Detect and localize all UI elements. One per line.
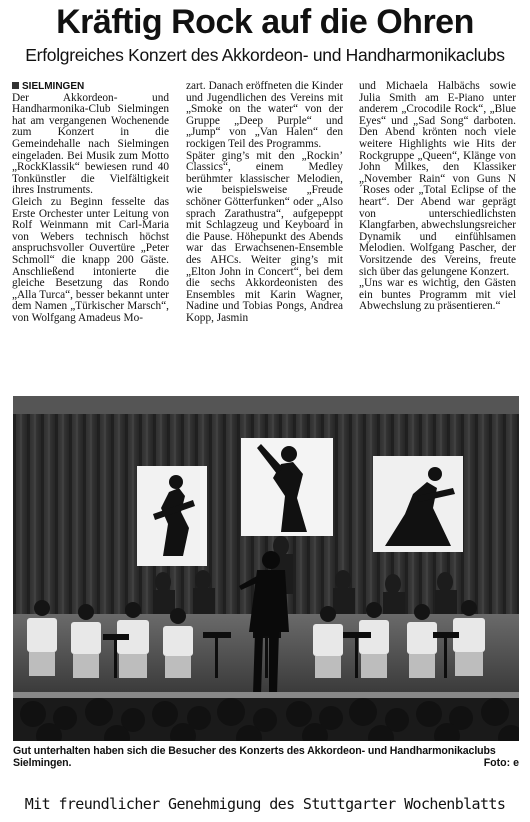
paragraph: Später ging’s mit den „Rockin’ Classics“, einem Medley berühmter klassischer Melodien, wie beispielsweise „Freude schöner Götterfunken“ oder „Also sprach Zarathustra“, aufgepeppt mit Schlagzeug und Keyboard in die Pause. Höhepunkt des Abends war das Erwachsenen-Ensemble des AHCs. Weiter ging’s mit „Elton John in Concert“, bei dem die sechs Akkordeonisten des Ensembles mit Karin Wagner, Nadine und Tobias Pongs, Andrea Kopp, Jasmin [186, 149, 343, 324]
hall-ceiling [13, 396, 519, 414]
photo-caption: Gut unterhalten haben sich die Besucher des Konzerts des Akkordeon- und Handharmonikaclubs Sielmingen. [13, 745, 496, 769]
concert-photo [13, 396, 519, 741]
permission-note: Mit freundlicher Genehmigung des Stuttgarter Wochenblatts [24, 795, 506, 813]
paragraph: „Uns war es wichtig, den Gästen ein buntes Programm mit viel Abwechslung zu präsentieren.“ [359, 277, 516, 313]
dateline-marker-icon [12, 82, 19, 89]
audience-silhouettes [13, 698, 519, 741]
headline: Kräftig Rock auf die Ohren [56, 3, 474, 41]
dateline-paragraph [12, 81, 169, 197]
subheadline: Erfolgreiches Konzert des Akkordeon- und Handharmonikaclubs [25, 45, 505, 65]
photo-credit: Foto: e [483, 757, 519, 769]
dateline: SIELMINGEN [22, 81, 85, 92]
singer-banner-center [241, 438, 333, 536]
paragraph: Der Akkordeon- und Handharmonika-Club Sielmingen hat am vergangenen Wochenende zum Konzert in die Gemeindehalle nach Sielmingen eingeladen. Bei Musik zum Motto „RockKlassik“ bewiesen rund 40 Tonkünstler die Vielfältigkeit ihres Instruments. [12, 91, 169, 197]
rocker-banner-right [373, 456, 463, 552]
article-column-2 [186, 81, 343, 324]
stage-edge [13, 692, 519, 698]
paragraph: zart. Danach eröffneten die Kinder und Jugendlichen des Vereins mit „Smoke on the water“ von der Gruppe „Deep Purple“ und „Jump“ von „Van Halen“ den rockigen Teil des Programms. [186, 80, 343, 150]
paragraph: Gleich zu Beginn fesselte das Erste Orchester unter Leitung von Rolf Weinmann mit Carl-Maria von Webers technisch höchst anspruchsvoller Ouvertüre „Peter Schmoll“ die knapp 200 Gäste. Anschließend intonierte die gleiche Besetzung das Rondo „Alla Turca“, besser bekannt unter dem Namen „Türkischer Marsch“, von Wolfgang Amadeus Mo- [12, 195, 169, 324]
guitarist-banner-left [137, 466, 207, 566]
article-column-3 [359, 81, 516, 313]
article-column-1 [12, 81, 169, 324]
paragraph: und Michaela Halbächs sowie Julia Smith am E-Piano unter anderem „Crocodile Rock“, „Blue Eyes“ und „Sad Song“ darboten. Den Abend krönten noch viele weitere Highlights wie Hits der Rockgruppe „Queen“, Klänge von John Milkes, den Klassiker „November Rain“ von Guns N´Roses oder „Total Eclipse of the heart“. Der Abend war geprägt von unterschiedlichsten Klangfarben, abwechslungsreicher Dynamik und einfühlsamen Melodien. Wolfgang Pascher, der Vorsitzende des Vereins, freute sich über das gelungene Konzert. [359, 80, 516, 278]
